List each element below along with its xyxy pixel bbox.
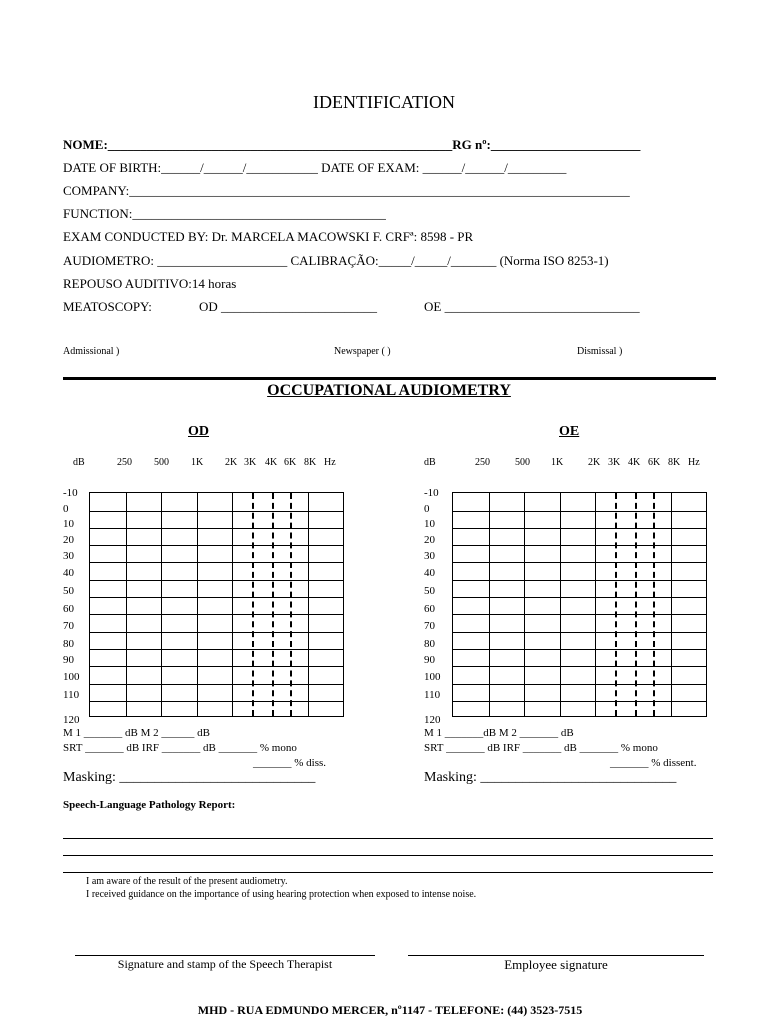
meatoscopy-label: MEATOSCOPY: — [63, 299, 152, 314]
od-freq-label: 250 — [117, 457, 132, 468]
report-label: Speech-Language Pathology Report: — [63, 799, 236, 811]
report-line[interactable] — [63, 855, 713, 856]
od-masking-field[interactable]: Masking: ____________________________ — [63, 770, 316, 785]
grid-dashed-line — [635, 493, 637, 716]
grid-line — [453, 545, 706, 546]
grid-line — [560, 493, 561, 716]
grid-line — [90, 511, 343, 512]
grid-line — [90, 684, 343, 685]
oe-freq-label: 2K — [588, 457, 601, 468]
oe-freq-label: Hz — [688, 457, 700, 468]
oe-db-label: 80 — [424, 638, 435, 650]
od-db-label: 60 — [63, 603, 74, 615]
oe-freq-label: 3K — [608, 457, 621, 468]
grid-line — [232, 493, 233, 716]
oe-db-label: -10 — [424, 487, 439, 499]
grid-line — [453, 649, 706, 650]
grid-line — [671, 493, 672, 716]
admissional-option[interactable]: Admissional ) — [63, 346, 120, 357]
therapist-signature-label: Signature and stamp of the Speech Therapist — [117, 957, 333, 971]
grid-line — [90, 701, 343, 702]
od-db-label: 110 — [63, 689, 80, 701]
oe-freq-label: 4K — [628, 457, 641, 468]
od-title: OD — [188, 424, 209, 439]
grid-line — [595, 493, 596, 716]
od-diss-field[interactable]: _______ % diss. — [253, 757, 327, 769]
od-srt-fields[interactable]: SRT _______ dB IRF _______ dB _______ % mono — [63, 742, 297, 754]
od-freq-label: 8K — [304, 457, 317, 468]
oe-db-label: 120 — [424, 714, 441, 726]
grid-line — [90, 597, 343, 598]
grid-line — [453, 597, 706, 598]
oe-freq-label: 1K — [551, 457, 564, 468]
grid-line — [90, 580, 343, 581]
oe-db-label: 0 — [424, 503, 430, 515]
grid-dashed-line — [290, 493, 292, 716]
grid-line — [90, 649, 343, 650]
od-db-label: 40 — [63, 567, 74, 579]
oe-db-label: 60 — [424, 603, 435, 615]
oe-db-label: 70 — [424, 620, 435, 632]
od-freq-label: 6K — [284, 457, 297, 468]
oe-freq-label: 8K — [668, 457, 681, 468]
section-divider — [63, 377, 716, 380]
grid-line — [453, 614, 706, 615]
od-db-label: 30 — [63, 550, 74, 562]
grid-line — [90, 632, 343, 633]
page-title: IDENTIFICATION — [313, 92, 455, 112]
grid-line — [453, 666, 706, 667]
oe-freq-label: 500 — [515, 457, 530, 468]
oe-db-label: 20 — [424, 534, 435, 546]
grid-line — [90, 528, 343, 529]
newspaper-option[interactable]: Newspaper ( ) — [334, 346, 391, 357]
birth-exam-date-field[interactable]: DATE OF BIRTH:______/______/___________ DATE OF EXAM: ______/______/_________ — [63, 160, 567, 175]
grid-line — [524, 493, 525, 716]
grid-line — [161, 493, 162, 716]
function-field[interactable]: FUNCTION:_______________________________________ — [63, 206, 386, 221]
therapist-signature-line[interactable] — [75, 955, 375, 956]
grid-line — [453, 562, 706, 563]
od-db-label: 0 — [63, 503, 69, 515]
od-freq-label: 1K — [191, 457, 204, 468]
guidance-statement: I received guidance on the importance of using hearing protection when exposed to intense noise. — [86, 889, 477, 900]
employee-signature-label: Employee signature — [504, 957, 608, 972]
footer-address: MHD - RUA EDMUNDO MERCER, nº1147 - TELEFONE: (44) 3523-7515 — [197, 1003, 583, 1017]
oe-db-label: 40 — [424, 567, 435, 579]
section-title: OCCUPATIONAL AUDIOMETRY — [267, 382, 511, 399]
oe-freq-label: 6K — [648, 457, 661, 468]
oe-db-label: 50 — [424, 585, 435, 597]
od-freq-label: 2K — [225, 457, 238, 468]
oe-m-fields[interactable]: M 1 _______dB M 2 _______ dB — [424, 727, 574, 739]
name-rg-field[interactable]: NOME:_____________________________________________________RG nº:_______________________ — [63, 137, 641, 152]
od-freq-label: dB — [73, 457, 85, 468]
od-freq-label: 500 — [154, 457, 169, 468]
grid-dashed-line — [272, 493, 274, 716]
grid-line — [90, 562, 343, 563]
od-db-label: 90 — [63, 654, 74, 666]
dismissal-option[interactable]: Dismissal ) — [577, 346, 623, 357]
od-db-label: 50 — [63, 585, 74, 597]
grid-line — [453, 684, 706, 685]
grid-line — [90, 666, 343, 667]
audiometer-calibration-field[interactable]: AUDIOMETRO: ____________________ CALIBRAÇÃO:_____/_____/_______ (Norma ISO 8253-1) — [63, 253, 609, 268]
oe-freq-label: 250 — [475, 457, 490, 468]
grid-line — [126, 493, 127, 716]
grid-dashed-line — [615, 493, 617, 716]
od-db-label: 70 — [63, 620, 74, 632]
report-line[interactable] — [63, 872, 713, 873]
od-freq-label: 3K — [244, 457, 257, 468]
grid-line — [453, 632, 706, 633]
grid-dashed-line — [653, 493, 655, 716]
oe-audiogram-grid[interactable] — [452, 492, 707, 717]
oe-freq-label: dB — [424, 457, 436, 468]
employee-signature-line[interactable] — [408, 955, 704, 956]
od-db-label: 100 — [63, 671, 80, 683]
oe-diss-field[interactable]: _______ % dissent. — [610, 757, 697, 769]
grid-line — [453, 580, 706, 581]
grid-line — [90, 614, 343, 615]
od-db-label: 120 — [63, 714, 80, 726]
grid-line — [197, 493, 198, 716]
grid-line — [308, 493, 309, 716]
hearing-rest: REPOUSO AUDITIVO:14 horas — [63, 276, 237, 291]
report-line[interactable] — [63, 838, 713, 839]
grid-line — [489, 493, 490, 716]
oe-srt-fields[interactable]: SRT _______ dB IRF _______ dB _______ % mono — [424, 742, 658, 754]
meatoscopy-od-field[interactable]: OD ________________________ — [199, 299, 378, 314]
oe-db-label: 30 — [424, 550, 435, 562]
oe-masking-field[interactable]: Masking: ____________________________ — [424, 770, 677, 785]
od-freq-label: Hz — [324, 457, 336, 468]
od-db-label: 20 — [63, 534, 74, 546]
od-db-label: 10 — [63, 518, 74, 530]
company-field[interactable]: COMPANY:_____________________________________________________________________________ — [63, 183, 630, 198]
grid-line — [90, 545, 343, 546]
aware-statement: I am aware of the result of the present audiometry. — [86, 876, 288, 887]
od-m-fields[interactable]: M 1 _______ dB M 2 ______ dB — [63, 727, 210, 739]
grid-dashed-line — [252, 493, 254, 716]
od-db-label: 80 — [63, 638, 74, 650]
oe-db-label: 10 — [424, 518, 435, 530]
oe-title: OE — [559, 424, 580, 439]
meatoscopy-oe-field[interactable]: OE ______________________________ — [424, 299, 640, 314]
grid-line — [453, 701, 706, 702]
od-db-label: -10 — [63, 487, 78, 499]
od-audiogram-grid[interactable] — [89, 492, 344, 717]
oe-db-label: 110 — [424, 689, 441, 701]
od-freq-label: 4K — [265, 457, 278, 468]
grid-line — [453, 511, 706, 512]
grid-line — [453, 528, 706, 529]
oe-db-label: 100 — [424, 671, 441, 683]
oe-db-label: 90 — [424, 654, 435, 666]
exam-conducted-by: EXAM CONDUCTED BY: Dr. MARCELA MACOWSKI F. CRFª: 8598 - PR — [63, 229, 474, 244]
